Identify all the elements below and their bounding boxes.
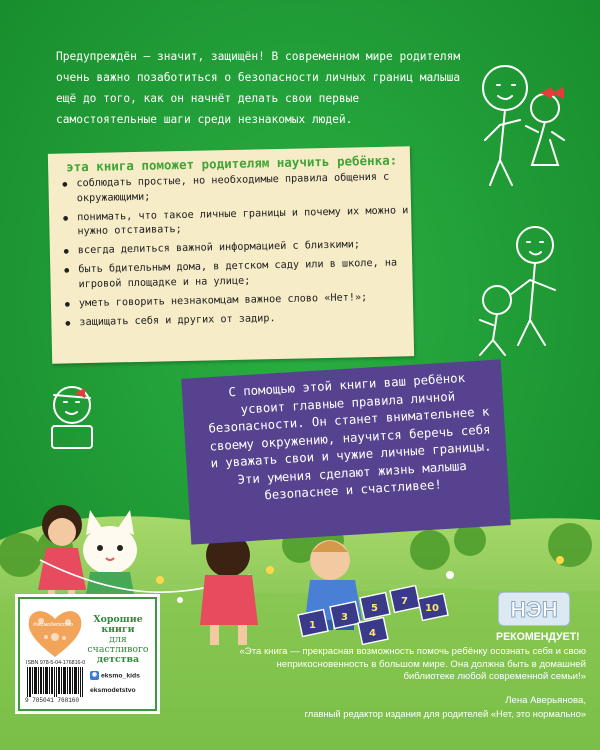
checklist-item: ● понимать, что такое личные границы и почему их можно и нужно отстаивать; [63,204,412,240]
tagline-line: книги [101,624,135,635]
checklist-item: ● быть бдительным дома, в детском саду или в школе, на игровой площадке и на улице; [64,256,413,292]
social-handle-detstvo [90,687,136,694]
hop-3: 3 [341,612,348,623]
social-label: eksmodetstvo [90,687,136,694]
hop-4: 4 [369,628,376,639]
checklist-list [62,170,413,335]
publisher-tagline [84,615,152,665]
social-label: eksmo_kids [101,672,140,680]
tagline-line: для счастливого [87,634,149,655]
checklist-note [48,146,414,364]
endorsement-author-role: главный редактор издания для родителей «Нет, это нормально» [304,708,586,719]
endorsement-author: Лена Аверьянова, [505,695,586,706]
checklist-item: ● уметь говорить незнакомцам важное слово «Нет!»; [65,290,413,312]
nen-logo-text: НЭН [510,597,558,622]
hop-10: 10 [425,603,439,614]
intro-paragraph: Предупреждён – значит, защищён! В современном мире родителям очень важно позаботиться о безопасности личных границ малыша ещё до того, как он начнёт делать свои первые самостоятельные шаги среди незнакомых людей. [56,50,461,126]
barcode-number: 9 785041 768160 [25,697,80,704]
checklist-item: ● всегда делиться важной информацией с близкими; [64,237,412,259]
tagline-line: Хорошие [93,614,143,625]
recommends-label: РЕКОМЕНДУЕТ! [496,631,580,643]
hop-1: 1 [309,620,316,631]
endorsement-quote: «Эта книга — прекрасная возможность помочь ребёнку осознать себя и свою неприкосновенность в большом мире. Она должна быть в домашней библиотеке любой современной семьи!» [239,646,586,682]
isbn-text: ISBN 978-5-04-176816-0 [26,660,86,666]
hop-5: 5 [371,603,378,614]
checklist-item: ● защищать себя и других от задир. [65,309,413,331]
nen-logo-icon [498,592,570,626]
publisher-block [18,597,157,711]
checklist-title: эта книга поможет родителям научить ребёнка: [65,152,398,175]
brand-hashtag: #эксмодетство [32,622,74,628]
hop-7: 7 [401,596,408,607]
social-icons: ◉ [91,672,98,678]
tagline-line: детства [96,654,140,665]
heart-logo-icon [26,607,84,659]
checklist-item: ● соблюдать простые, но необходимые правила общения с окружающими; [62,170,411,206]
summary-text: С помощью этой книги ваш ребёнок усвоит главные правила личной безопасности. Он станет внимательнее к своему окружению, научится беречь себя и уважать свои и чужие личные границы. Эти умения сделают жизнь малыша безопаснее и счастливее! [208,370,492,503]
barcode-icon [26,667,84,697]
social-handle-kids [90,671,140,680]
